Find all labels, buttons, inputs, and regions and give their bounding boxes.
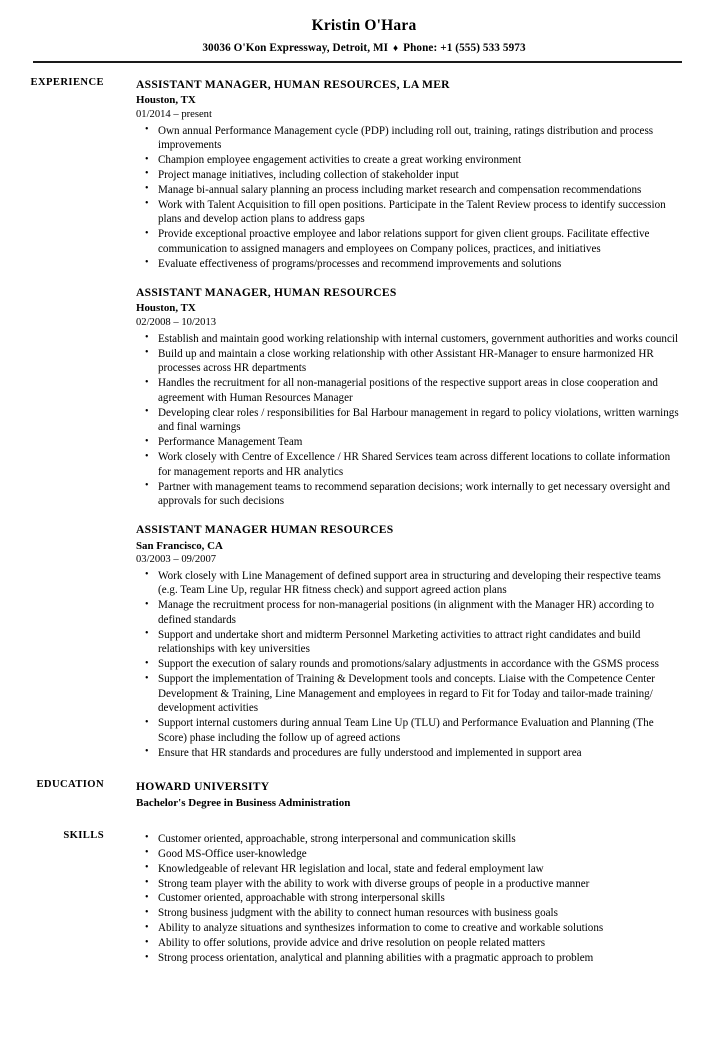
job-bullet: • Evaluate effectiveness of programs/processes and recommend improvements and solutions xyxy=(136,257,682,271)
skills-section xyxy=(0,830,728,967)
job-bullet: • Support the execution of salary rounds and promotions/salary adjustments in accordance with the GSMS process xyxy=(136,657,682,671)
section-label-experience: EXPERIENCE xyxy=(30,77,104,89)
candidate-name: Kristin O'Hara xyxy=(311,17,417,34)
section-label-skills: SKILLS xyxy=(63,829,104,841)
skill-bullet: • Customer oriented, approachable, strong interpersonal and communication skills xyxy=(136,832,682,846)
diamond-separator-icon: ♦ xyxy=(393,42,399,54)
job-location: Houston, TX xyxy=(136,302,196,315)
education-body xyxy=(104,779,728,812)
section-label-education: EDUCATION xyxy=(36,778,104,790)
experience-section xyxy=(0,77,728,761)
job-bullet: • Provide exceptional proactive employee and labor relations support for given client groups. Facilitate effective communication to assigned managers and employees on Company polices, practices, and initiatives xyxy=(136,227,682,256)
job-dates: 02/2008 – 10/2013 xyxy=(136,317,217,329)
job-bullet-list xyxy=(136,124,682,272)
skill-bullet: • Strong process orientation, analytical and planning abilities with a pragmatic approach to problem xyxy=(136,951,682,965)
education-degree: Bachelor's Degree in Business Administration xyxy=(136,797,351,810)
job-title: ASSISTANT MANAGER, HUMAN RESOURCES, LA MER xyxy=(136,78,450,92)
skill-bullet: • Ability to analyze situations and synthesizes information to come to creative and workable solutions xyxy=(136,921,682,935)
job-bullet: • Handles the recruitment for all non-managerial positions of the respective support areas in close cooperation and agreement with Human Resources Manager xyxy=(136,376,682,405)
job-location: Houston, TX xyxy=(136,94,196,107)
job-entry xyxy=(136,77,682,271)
job-bullet: • Project manage initiatives, including collection of stakeholder input xyxy=(136,168,682,182)
job-bullet: • Manage the recruitment process for non-managerial positions (in alignment with the Manager HR) according to defined standards xyxy=(136,598,682,627)
job-bullet: • Manage bi-annual salary planning an process including market research and compensation recommendations xyxy=(136,183,682,197)
job-title: ASSISTANT MANAGER, HUMAN RESOURCES xyxy=(136,286,397,300)
skill-bullet: • Strong team player with the ability to work with diverse groups of people in a productive manner xyxy=(136,877,682,891)
job-bullet: • Work closely with Line Management of defined support area in structuring and developing their respective teams (e.g. Team Line Up, regular HR fitness check) and support agreed action plans xyxy=(136,569,682,598)
job-bullet: • Work with Talent Acquisition to fill open positions. Participate in the Talent Review process to identify succession plans and develop action plans to address gaps xyxy=(136,198,682,227)
job-bullet-list xyxy=(136,569,682,760)
job-bullet: • Champion employee engagement activities to create a great working environment xyxy=(136,153,682,167)
candidate-address: 30036 O'Kon Expressway, Detroit, MI xyxy=(202,41,389,54)
header-divider xyxy=(33,61,682,63)
job-bullet: • Support internal customers during annual Team Line Up (TLU) and Performance Evaluation and Planning (The Score) phase including the follow up of agreed actions xyxy=(136,716,682,745)
job-bullet: • Partner with management teams to recommend separation decisions; work internally to get necessary oversight and approvals for such decisions xyxy=(136,480,682,509)
job-bullet: • Work closely with Centre of Excellence / HR Shared Services team across different locations to collate information for management reports and HR analytics xyxy=(136,450,682,479)
skills-body xyxy=(104,830,728,967)
job-bullet: • Build up and maintain a close working relationship with other Assistant HR-Manager to ensure harmonized HR processes across HR departments xyxy=(136,347,682,376)
job-dates: 03/2003 – 09/2007 xyxy=(136,554,217,566)
job-bullet: • Support and undertake short and midterm Personnel Marketing activities to attract right candidates and build relationships with key universities xyxy=(136,628,682,657)
job-bullet-list xyxy=(136,332,682,509)
job-bullet: • Ensure that HR standards and procedures are fully understood and implemented in support area xyxy=(136,746,682,760)
job-dates: 01/2014 – present xyxy=(136,108,212,120)
skill-bullet: • Knowledgeable of relevant HR legislation and local, state and federal employment law xyxy=(136,862,682,876)
job-bullet: • Performance Management Team xyxy=(136,435,682,449)
job-entry xyxy=(136,522,682,760)
job-bullet: • Developing clear roles / responsibilities for Bal Harbour management in regard to policy violations, written warnings and final warnings xyxy=(136,406,682,435)
job-bullet: • Establish and maintain good working relationship with internal customers, government authorities and works council xyxy=(136,332,682,346)
job-entry xyxy=(136,285,682,508)
skill-bullet: • Ability to offer solutions, provide advice and drive resolution on people related matters xyxy=(136,936,682,950)
resume-header xyxy=(0,0,728,63)
skill-bullet: • Customer oriented, approachable with strong interpersonal skills xyxy=(136,891,682,905)
education-school: HOWARD UNIVERSITY xyxy=(136,779,270,793)
job-bullet: • Own annual Performance Management cycle (PDP) including roll out, training, ratings distribution and process improvements xyxy=(136,124,682,153)
job-title: ASSISTANT MANAGER HUMAN RESOURCES xyxy=(136,523,394,537)
education-section xyxy=(0,779,728,812)
skill-bullet: • Good MS-Office user-knowledge xyxy=(136,847,682,861)
candidate-phone: Phone: +1 (555) 533 5973 xyxy=(403,41,526,54)
job-location: San Francisco, CA xyxy=(136,539,223,552)
job-bullet: • Support the implementation of Training & Development tools and concepts. Liaise with the Competence Center Development & Training, Line Management and employees in regard to Fit for Today and tailor-made training/ development activities xyxy=(136,672,682,715)
skill-bullet: • Strong business judgment with the ability to connect human resources with business goals xyxy=(136,906,682,920)
experience-body xyxy=(104,77,728,761)
candidate-contact-line xyxy=(0,42,728,55)
skills-bullet-list xyxy=(136,832,682,966)
